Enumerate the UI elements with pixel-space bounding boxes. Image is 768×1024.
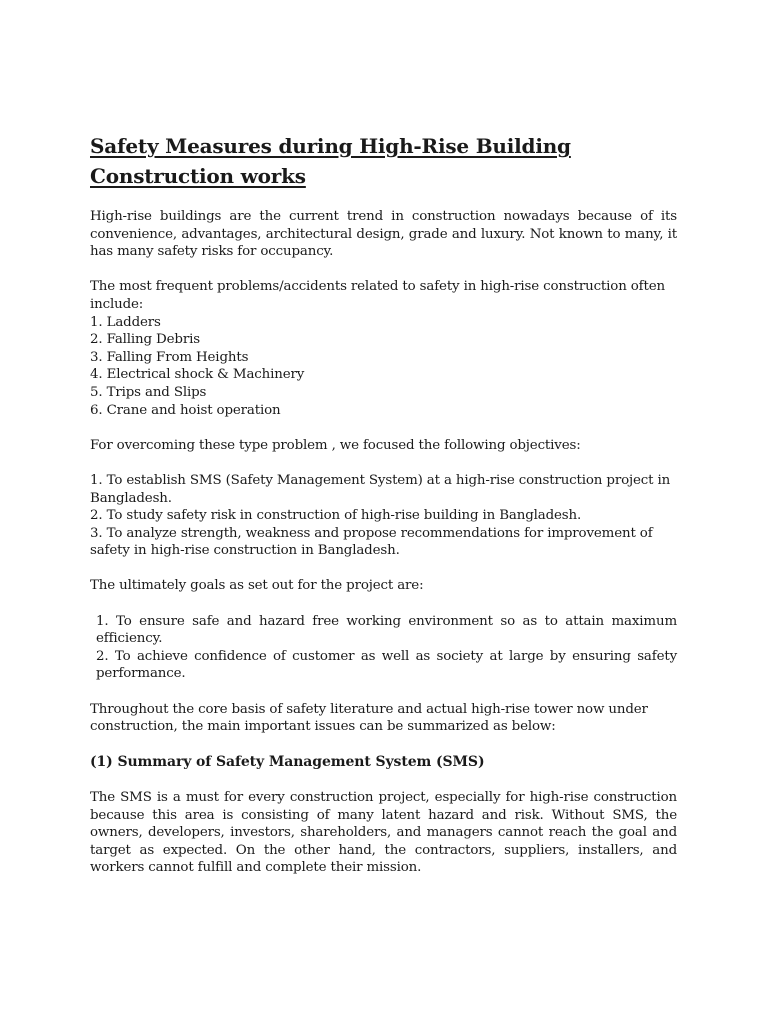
objectives-list bbox=[90, 472, 677, 560]
list-item: 1. To establish SMS (Safety Management System) at a high-rise construction project in Bangladesh. bbox=[90, 472, 671, 506]
objectives-intro: For overcoming these type problem , we focused the following objectives: bbox=[90, 437, 581, 453]
list-item: 3. To analyze strength, weakness and propose recommendations for improvement of safety in high-rise construction in Bangladesh. bbox=[90, 525, 653, 559]
document-page bbox=[90, 131, 677, 877]
goals-list bbox=[96, 613, 677, 683]
list-item: 2. To achieve confidence of customer as well as society at large by ensuring safety performance. bbox=[96, 648, 677, 682]
goals-intro: The ultimately goals as set out for the project are: bbox=[90, 578, 424, 594]
summary-intro: Throughout the core basis of safety literature and actual high-rise tower now under construction, the main important issues can be summarized as below: bbox=[90, 701, 648, 735]
section-body: The SMS is a must for every construction project, especially for high-rise construction because this area is consisting of many latent hazard and risk. Without SMS, the owners, developers, investors, shareholders, and managers cannot reach the goal and target as expected. On the other hand, the contractors, suppliers, installers, and workers cannot fulfill and complete their mission. bbox=[90, 790, 677, 876]
list-item: 4. Electrical shock & Machinery bbox=[90, 367, 305, 383]
title-line-1: Safety Measures during High-Rise Building bbox=[90, 134, 571, 158]
intro-paragraph: High-rise buildings are the current trend in construction nowadays because of its convenience, advantages, architectural design, grade and luxury. Not known to many, it has many safety risks for occupancy. bbox=[90, 209, 677, 260]
list-item: 6. Crane and hoist operation bbox=[90, 402, 281, 418]
title-line-2: Construction works bbox=[90, 164, 306, 188]
list-item: 2. To study safety risk in construction of high-rise building in Bangladesh. bbox=[90, 508, 582, 524]
list-item: 2. Falling Debris bbox=[90, 332, 200, 348]
list-item: 3. Falling From Heights bbox=[90, 349, 249, 365]
list-item: 1. To ensure safe and hazard free working environment so as to attain maximum efficiency. bbox=[96, 613, 677, 647]
document-title bbox=[90, 131, 677, 191]
problems-intro: The most frequent problems/accidents related to safety in high-rise construction often include: bbox=[90, 279, 665, 312]
list-item: 5. Trips and Slips bbox=[90, 384, 207, 400]
list-item: 1. Ladders bbox=[90, 314, 161, 330]
section-heading: (1) Summary of Safety Management System (SMS) bbox=[90, 754, 485, 771]
problems-list bbox=[90, 314, 677, 420]
